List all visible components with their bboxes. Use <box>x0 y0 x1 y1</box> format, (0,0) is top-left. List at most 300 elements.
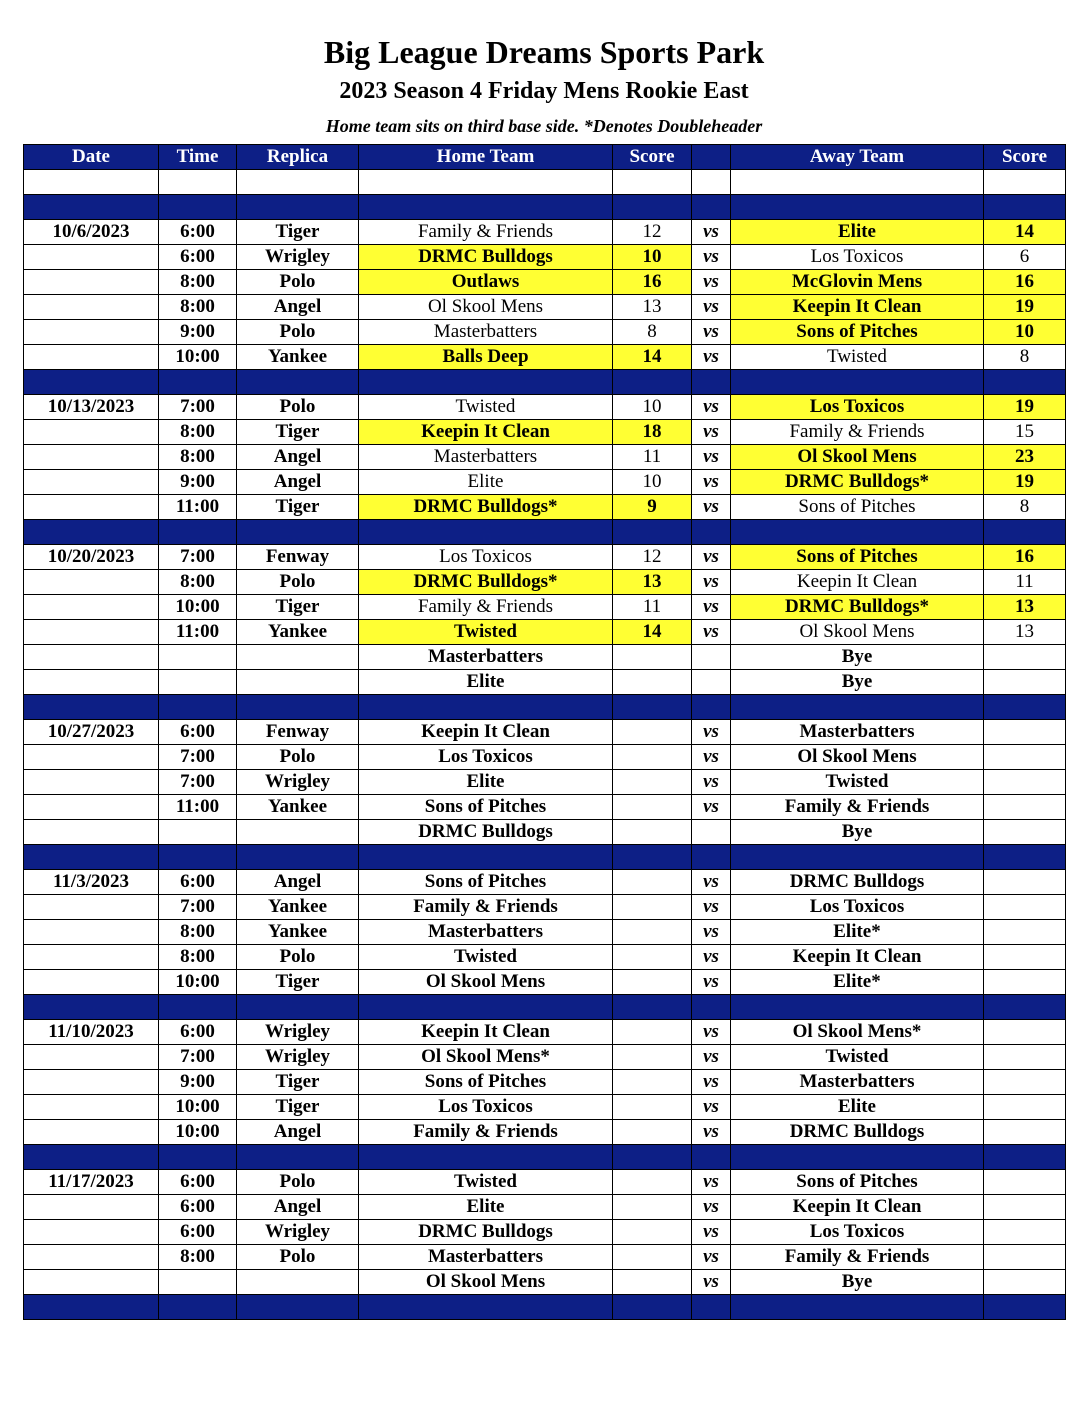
empty-cell <box>159 370 237 395</box>
empty-cell <box>159 195 237 220</box>
game-row <box>24 1045 1066 1070</box>
empty-cell <box>237 1145 359 1170</box>
away-score-cell <box>984 1070 1066 1095</box>
date-cell <box>24 670 159 695</box>
col-replica: Replica <box>237 145 359 170</box>
home-score-cell <box>613 1245 692 1270</box>
empty-cell <box>984 520 1066 545</box>
home-team-cell: Elite <box>359 670 613 695</box>
date-cell <box>24 645 159 670</box>
replica-cell: Angel <box>237 470 359 495</box>
empty-cell <box>24 845 159 870</box>
home-score-cell <box>613 1170 692 1195</box>
vs-cell: vs <box>692 220 731 245</box>
date-cell <box>24 595 159 620</box>
empty-cell <box>613 170 692 195</box>
empty-cell <box>984 170 1066 195</box>
empty-cell <box>359 520 613 545</box>
date-cell <box>24 345 159 370</box>
game-row <box>24 595 1066 620</box>
home-team-cell: Ol Skool Mens <box>359 970 613 995</box>
page-title: Big League Dreams Sports Park <box>323 34 765 70</box>
home-team-cell: Twisted <box>359 945 613 970</box>
empty-cell <box>692 695 731 720</box>
empty-cell <box>984 845 1066 870</box>
date-cell <box>24 445 159 470</box>
away-team-cell: Elite* <box>731 970 984 995</box>
replica-cell: Polo <box>237 745 359 770</box>
vs-cell: vs <box>692 945 731 970</box>
home-score-cell: 14 <box>613 620 692 645</box>
replica-cell: Angel <box>237 445 359 470</box>
time-cell <box>159 820 237 845</box>
empty-cell <box>24 520 159 545</box>
vs-cell: vs <box>692 245 731 270</box>
home-team-cell: DRMC Bulldogs* <box>359 570 613 595</box>
time-cell: 10:00 <box>159 345 237 370</box>
home-team-cell: Twisted <box>359 620 613 645</box>
away-score-cell: 19 <box>984 470 1066 495</box>
away-score-cell <box>984 1170 1066 1195</box>
empty-cell <box>692 195 731 220</box>
replica-cell: Yankee <box>237 795 359 820</box>
empty-cell <box>731 845 984 870</box>
empty-cell <box>24 195 159 220</box>
empty-cell <box>24 370 159 395</box>
home-team-cell: Family & Friends <box>359 220 613 245</box>
empty-cell <box>731 170 984 195</box>
game-row <box>24 895 1066 920</box>
date-cell <box>24 470 159 495</box>
home-score-cell <box>613 945 692 970</box>
home-team-cell: DRMC Bulldogs* <box>359 495 613 520</box>
empty-cell <box>359 1145 613 1170</box>
game-row <box>24 270 1066 295</box>
away-team-cell: Masterbatters <box>731 1070 984 1095</box>
home-score-cell <box>613 895 692 920</box>
replica-cell: Polo <box>237 1170 359 1195</box>
away-score-cell: 15 <box>984 420 1066 445</box>
away-score-cell: 13 <box>984 620 1066 645</box>
home-team-cell: Sons of Pitches <box>359 795 613 820</box>
away-score-cell <box>984 1045 1066 1070</box>
empty-cell <box>159 520 237 545</box>
away-score-cell <box>984 770 1066 795</box>
away-score-cell: 23 <box>984 445 1066 470</box>
time-cell: 6:00 <box>159 1020 237 1045</box>
date-cell <box>24 620 159 645</box>
away-team-cell: Los Toxicos <box>731 395 984 420</box>
away-team-cell: Twisted <box>731 345 984 370</box>
game-row <box>24 1070 1066 1095</box>
home-score-cell: 10 <box>613 470 692 495</box>
time-cell: 7:00 <box>159 395 237 420</box>
vs-cell: vs <box>692 545 731 570</box>
empty-cell <box>359 1295 613 1320</box>
empty-cell <box>613 370 692 395</box>
empty-cell <box>159 695 237 720</box>
col-away-team: Away Team <box>731 145 984 170</box>
empty-cell <box>159 845 237 870</box>
empty-cell <box>731 520 984 545</box>
vs-cell <box>692 670 731 695</box>
vs-cell: vs <box>692 1220 731 1245</box>
away-team-cell: Bye <box>731 1270 984 1295</box>
away-team-cell: Keepin It Clean <box>731 295 984 320</box>
home-team-cell: DRMC Bulldogs <box>359 245 613 270</box>
empty-cell <box>692 1145 731 1170</box>
vs-cell: vs <box>692 295 731 320</box>
game-row <box>24 495 1066 520</box>
vs-cell: vs <box>692 345 731 370</box>
game-row <box>24 770 1066 795</box>
col-away-score: Score <box>984 145 1066 170</box>
away-team-cell: Twisted <box>731 770 984 795</box>
away-score-cell <box>984 1120 1066 1145</box>
replica-cell: Angel <box>237 1195 359 1220</box>
empty-cell <box>692 370 731 395</box>
date-cell <box>24 1095 159 1120</box>
time-cell: 8:00 <box>159 270 237 295</box>
away-team-cell: DRMC Bulldogs* <box>731 470 984 495</box>
home-score-cell <box>613 795 692 820</box>
empty-cell <box>731 195 984 220</box>
vs-cell: vs <box>692 420 731 445</box>
away-score-cell <box>984 670 1066 695</box>
date-cell <box>24 770 159 795</box>
time-cell: 11:00 <box>159 620 237 645</box>
away-score-cell: 6 <box>984 245 1066 270</box>
empty-cell <box>984 695 1066 720</box>
away-score-cell <box>984 795 1066 820</box>
date-cell <box>24 1270 159 1295</box>
empty-cell <box>237 1295 359 1320</box>
home-score-cell <box>613 1195 692 1220</box>
time-cell: 11:00 <box>159 795 237 820</box>
vs-cell <box>692 820 731 845</box>
empty-cell <box>237 695 359 720</box>
vs-cell: vs <box>692 495 731 520</box>
time-cell <box>159 670 237 695</box>
home-score-cell: 11 <box>613 445 692 470</box>
game-row <box>24 570 1066 595</box>
game-row <box>24 820 1066 845</box>
home-team-cell: Ol Skool Mens <box>359 295 613 320</box>
time-cell: 8:00 <box>159 420 237 445</box>
away-score-cell <box>984 945 1066 970</box>
empty-cell <box>359 170 613 195</box>
game-row <box>24 395 1066 420</box>
game-row <box>24 620 1066 645</box>
home-score-cell: 14 <box>613 345 692 370</box>
date-cell <box>24 1220 159 1245</box>
date-cell <box>24 570 159 595</box>
vs-cell: vs <box>692 1270 731 1295</box>
vs-cell: vs <box>692 1245 731 1270</box>
home-team-cell: Masterbatters <box>359 445 613 470</box>
week-separator-row <box>24 1145 1066 1170</box>
away-score-cell <box>984 720 1066 745</box>
vs-cell <box>692 645 731 670</box>
empty-cell <box>613 845 692 870</box>
home-team-cell: Keepin It Clean <box>359 720 613 745</box>
home-team-cell: Balls Deep <box>359 345 613 370</box>
empty-cell <box>984 1295 1066 1320</box>
away-score-cell: 8 <box>984 345 1066 370</box>
away-team-cell: Ol Skool Mens* <box>731 1020 984 1045</box>
home-team-cell: Sons of Pitches <box>359 1070 613 1095</box>
home-score-cell <box>613 645 692 670</box>
replica-cell: Yankee <box>237 345 359 370</box>
vs-cell: vs <box>692 270 731 295</box>
home-score-cell <box>613 1120 692 1145</box>
empty-cell <box>692 995 731 1020</box>
week-separator-row <box>24 520 1066 545</box>
away-score-cell <box>984 1095 1066 1120</box>
game-row <box>24 545 1066 570</box>
empty-cell <box>613 1295 692 1320</box>
replica-cell: Fenway <box>237 720 359 745</box>
home-team-cell: DRMC Bulldogs <box>359 820 613 845</box>
vs-cell: vs <box>692 720 731 745</box>
game-row <box>24 670 1066 695</box>
empty-cell <box>692 520 731 545</box>
replica-cell: Angel <box>237 1120 359 1145</box>
time-cell <box>159 645 237 670</box>
replica-cell: Yankee <box>237 920 359 945</box>
away-team-cell: Family & Friends <box>731 420 984 445</box>
time-cell: 7:00 <box>159 545 237 570</box>
empty-cell <box>731 995 984 1020</box>
empty-cell <box>159 995 237 1020</box>
page-subtitle: 2023 Season 4 Friday Mens Rookie East <box>339 78 749 104</box>
date-cell <box>24 320 159 345</box>
vs-cell: vs <box>692 395 731 420</box>
vs-cell: vs <box>692 1170 731 1195</box>
away-team-cell: Sons of Pitches <box>731 495 984 520</box>
home-score-cell <box>613 745 692 770</box>
empty-cell <box>159 170 237 195</box>
empty-cell <box>24 170 159 195</box>
replica-cell: Wrigley <box>237 1045 359 1070</box>
replica-cell <box>237 820 359 845</box>
away-team-cell: DRMC Bulldogs <box>731 870 984 895</box>
game-row <box>24 445 1066 470</box>
home-team-cell: Elite <box>359 470 613 495</box>
home-score-cell <box>613 1045 692 1070</box>
vs-cell: vs <box>692 920 731 945</box>
date-cell <box>24 1195 159 1220</box>
vs-cell: vs <box>692 770 731 795</box>
home-score-cell <box>613 820 692 845</box>
replica-cell: Yankee <box>237 895 359 920</box>
away-score-cell: 10 <box>984 320 1066 345</box>
replica-cell: Angel <box>237 870 359 895</box>
home-score-cell: 10 <box>613 245 692 270</box>
game-row <box>24 1195 1066 1220</box>
game-row <box>24 295 1066 320</box>
date-cell <box>24 1070 159 1095</box>
time-cell: 8:00 <box>159 570 237 595</box>
home-team-cell: Los Toxicos <box>359 745 613 770</box>
away-score-cell <box>984 970 1066 995</box>
away-score-cell: 16 <box>984 270 1066 295</box>
replica-cell: Wrigley <box>237 770 359 795</box>
time-cell: 6:00 <box>159 1195 237 1220</box>
away-score-cell <box>984 920 1066 945</box>
col-vs <box>692 145 731 170</box>
home-team-cell: Keepin It Clean <box>359 420 613 445</box>
col-time: Time <box>159 145 237 170</box>
home-team-cell: Ol Skool Mens <box>359 1270 613 1295</box>
replica-cell: Fenway <box>237 545 359 570</box>
date-cell <box>24 895 159 920</box>
empty-cell <box>24 695 159 720</box>
replica-cell <box>237 1270 359 1295</box>
away-team-cell: Keepin It Clean <box>731 1195 984 1220</box>
home-score-cell <box>613 920 692 945</box>
empty-cell <box>359 195 613 220</box>
away-team-cell: Twisted <box>731 1045 984 1070</box>
week-separator-row <box>24 195 1066 220</box>
away-team-cell: Los Toxicos <box>731 895 984 920</box>
home-team-cell: Ol Skool Mens* <box>359 1045 613 1070</box>
empty-cell <box>359 370 613 395</box>
home-score-cell <box>613 1020 692 1045</box>
vs-cell: vs <box>692 1020 731 1045</box>
empty-cell <box>731 370 984 395</box>
empty-cell <box>731 695 984 720</box>
home-team-cell: Los Toxicos <box>359 545 613 570</box>
date-cell: 11/10/2023 <box>24 1020 159 1045</box>
away-team-cell: Elite* <box>731 920 984 945</box>
empty-cell <box>984 195 1066 220</box>
home-score-cell: 10 <box>613 395 692 420</box>
away-score-cell: 16 <box>984 545 1066 570</box>
time-cell: 6:00 <box>159 220 237 245</box>
date-cell <box>24 295 159 320</box>
replica-cell: Polo <box>237 395 359 420</box>
empty-cell <box>692 1295 731 1320</box>
away-score-cell <box>984 895 1066 920</box>
away-score-cell <box>984 645 1066 670</box>
time-cell: 8:00 <box>159 1245 237 1270</box>
empty-cell <box>237 995 359 1020</box>
away-score-cell: 11 <box>984 570 1066 595</box>
date-cell <box>24 270 159 295</box>
empty-cell <box>731 1295 984 1320</box>
game-row <box>24 320 1066 345</box>
home-score-cell <box>613 720 692 745</box>
col-home-team: Home Team <box>359 145 613 170</box>
empty-cell <box>359 995 613 1020</box>
away-team-cell: Bye <box>731 645 984 670</box>
away-team-cell: Ol Skool Mens <box>731 620 984 645</box>
replica-cell: Tiger <box>237 970 359 995</box>
vs-cell: vs <box>692 745 731 770</box>
empty-cell <box>613 195 692 220</box>
week-separator-row <box>24 845 1066 870</box>
empty-cell <box>984 995 1066 1020</box>
away-team-cell: Los Toxicos <box>731 245 984 270</box>
time-cell: 7:00 <box>159 770 237 795</box>
home-score-cell <box>613 670 692 695</box>
time-cell: 9:00 <box>159 1070 237 1095</box>
vs-cell: vs <box>692 870 731 895</box>
vs-cell: vs <box>692 595 731 620</box>
home-team-cell: Twisted <box>359 1170 613 1195</box>
week-separator-row <box>24 1295 1066 1320</box>
empty-cell <box>731 1145 984 1170</box>
home-team-cell: Masterbatters <box>359 645 613 670</box>
home-team-cell: Masterbatters <box>359 1245 613 1270</box>
date-cell <box>24 970 159 995</box>
away-team-cell: McGlovin Mens <box>731 270 984 295</box>
game-row <box>24 220 1066 245</box>
time-cell: 8:00 <box>159 295 237 320</box>
vs-cell: vs <box>692 570 731 595</box>
away-score-cell <box>984 1220 1066 1245</box>
game-row <box>24 1020 1066 1045</box>
game-row <box>24 1245 1066 1270</box>
date-cell <box>24 1245 159 1270</box>
home-score-cell <box>613 1070 692 1095</box>
game-row <box>24 795 1066 820</box>
doubleheader-note: Home team sits on third base side. *Denotes Doubleheader <box>325 116 763 136</box>
game-row <box>24 1120 1066 1145</box>
game-row <box>24 870 1066 895</box>
time-cell: 9:00 <box>159 320 237 345</box>
home-score-cell: 12 <box>613 545 692 570</box>
date-cell: 10/20/2023 <box>24 545 159 570</box>
date-cell <box>24 1045 159 1070</box>
away-team-cell: Bye <box>731 670 984 695</box>
empty-cell <box>984 1145 1066 1170</box>
replica-cell: Yankee <box>237 620 359 645</box>
empty-cell <box>159 1145 237 1170</box>
time-cell: 7:00 <box>159 1045 237 1070</box>
vs-cell: vs <box>692 1095 731 1120</box>
replica-cell: Wrigley <box>237 1220 359 1245</box>
away-score-cell: 8 <box>984 495 1066 520</box>
home-team-cell: Family & Friends <box>359 595 613 620</box>
date-cell: 10/6/2023 <box>24 220 159 245</box>
home-score-cell: 11 <box>613 595 692 620</box>
empty-cell <box>613 995 692 1020</box>
home-team-cell: Outlaws <box>359 270 613 295</box>
replica-cell <box>237 645 359 670</box>
home-score-cell: 13 <box>613 295 692 320</box>
away-team-cell: Family & Friends <box>731 795 984 820</box>
home-team-cell: Elite <box>359 1195 613 1220</box>
date-cell: 10/27/2023 <box>24 720 159 745</box>
time-cell: 6:00 <box>159 1170 237 1195</box>
game-row <box>24 420 1066 445</box>
away-score-cell <box>984 1245 1066 1270</box>
time-cell: 10:00 <box>159 970 237 995</box>
away-score-cell: 13 <box>984 595 1066 620</box>
empty-cell <box>692 170 731 195</box>
away-score-cell <box>984 1195 1066 1220</box>
home-score-cell <box>613 870 692 895</box>
home-score-cell: 8 <box>613 320 692 345</box>
home-team-cell: Keepin It Clean <box>359 1020 613 1045</box>
date-cell: 11/3/2023 <box>24 870 159 895</box>
vs-cell: vs <box>692 970 731 995</box>
replica-cell: Polo <box>237 570 359 595</box>
home-score-cell: 13 <box>613 570 692 595</box>
empty-cell <box>359 695 613 720</box>
